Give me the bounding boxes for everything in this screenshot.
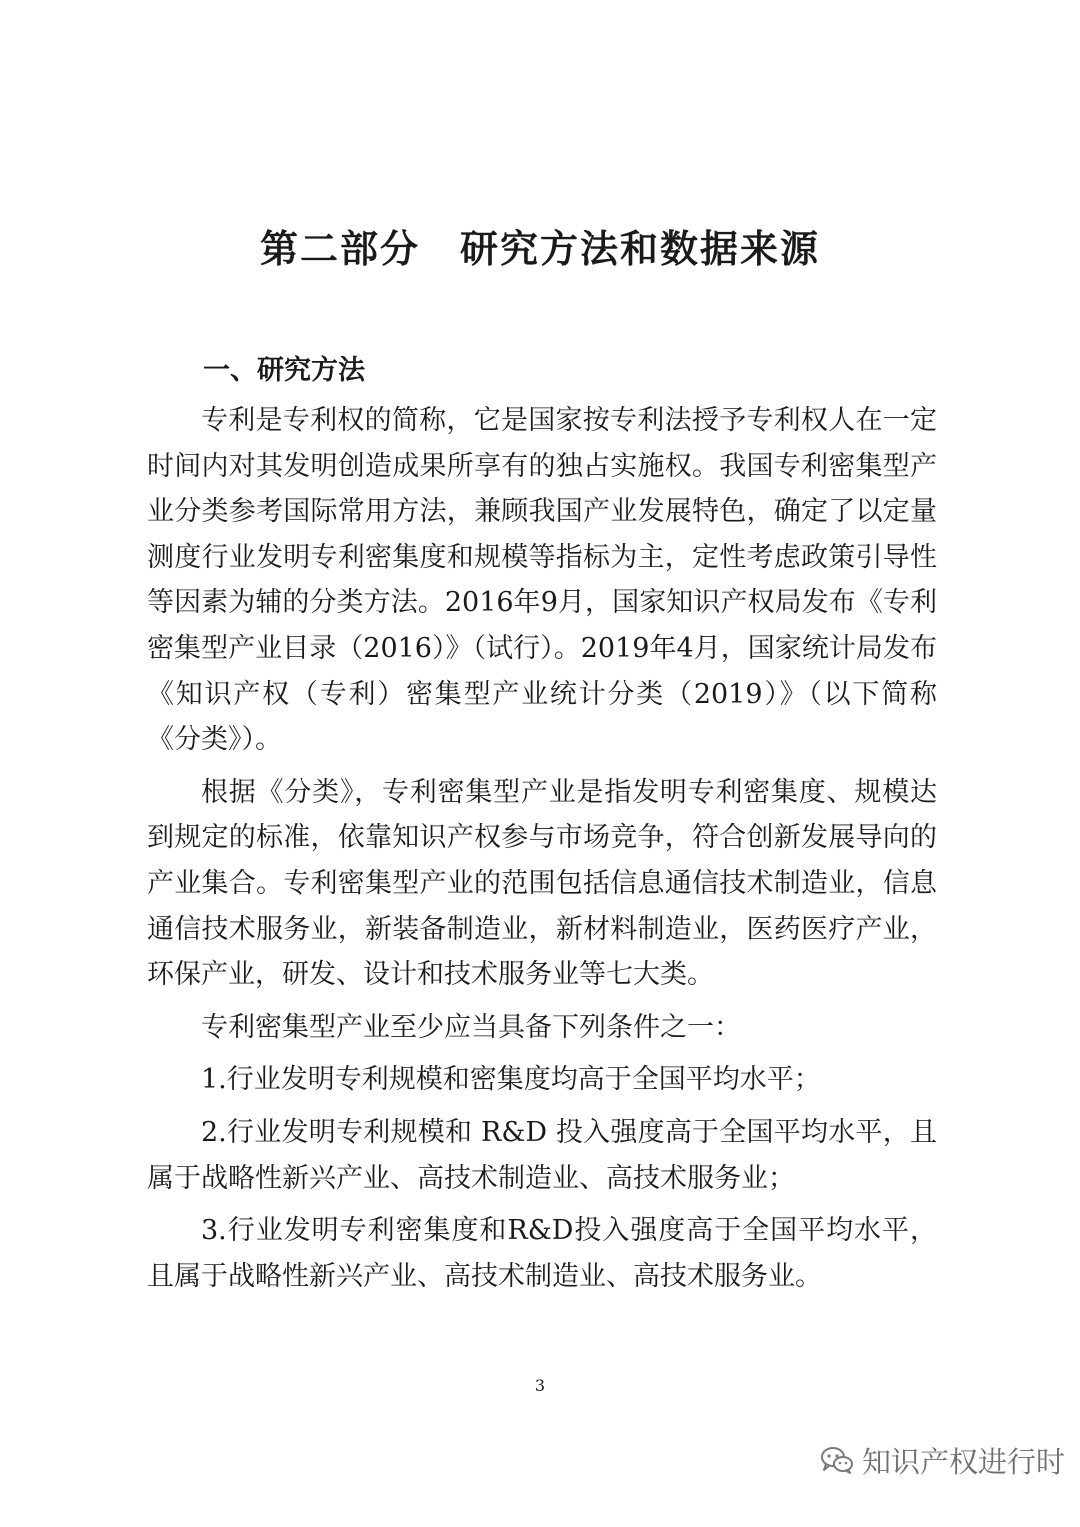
watermark — [820, 1438, 1065, 1482]
wechat-icon — [820, 1445, 854, 1475]
paragraph: 专利是专利权的简称，它是国家按专利法授予专利权人在一定时间内对其发明创造成果所享有的独占实施权。我国专利密集型产业分类参考国际常用方法，兼顾我国产业发展特色，确定了以定量测度行业发明专利密集度和规模等指标为主，定性考虑政策引导性等因素为辅的分类方法。2016年9月，国家知识产权局发布《专利密集型产业目录（2016）》（试行）。2019年4月，国家统计局发布《知识产权（专利）密集型产业统计分类（2019）》（以下简称《分类》）。 — [147, 405, 937, 756]
body-text — [147, 398, 937, 1299]
paragraph: 专利密集型产业至少应当具备下列条件之一： — [201, 1011, 741, 1043]
section-heading: 一、研究方法 — [203, 355, 365, 386]
paragraph: 根据《分类》，专利密集型产业是指发明专利密集度、规模达到规定的标准，依靠知识产权参与市场竞争，符合创新发展导向的产业集合。专利密集型产业的范围包括信息通信技术制造业，信息通信技术服务业，新装备制造业，新材料制造业，医药医疗产业，环保产业，研发、设计和技术服务业等七大类。 — [147, 776, 937, 991]
list-item: 2.行业发明专利规模和 R&D 投入强度高于全国平均水平，且属于战略性新兴产业、高技术制造业、高技术服务业； — [147, 1116, 937, 1194]
page-title: 第二部分 研究方法和数据来源 — [259, 226, 820, 271]
list-item: 1.行业发明专利规模和密集度均高于全国平均水平； — [201, 1064, 821, 1096]
page-number: 3 — [534, 1376, 546, 1395]
watermark-text: 知识产权进行时 — [862, 1444, 1066, 1479]
list-item: 3.行业发明专利密集度和R&D投入强度高于全国平均水平，且属于战略性新兴产业、高技术制造业、高技术服务业。 — [147, 1215, 937, 1292]
